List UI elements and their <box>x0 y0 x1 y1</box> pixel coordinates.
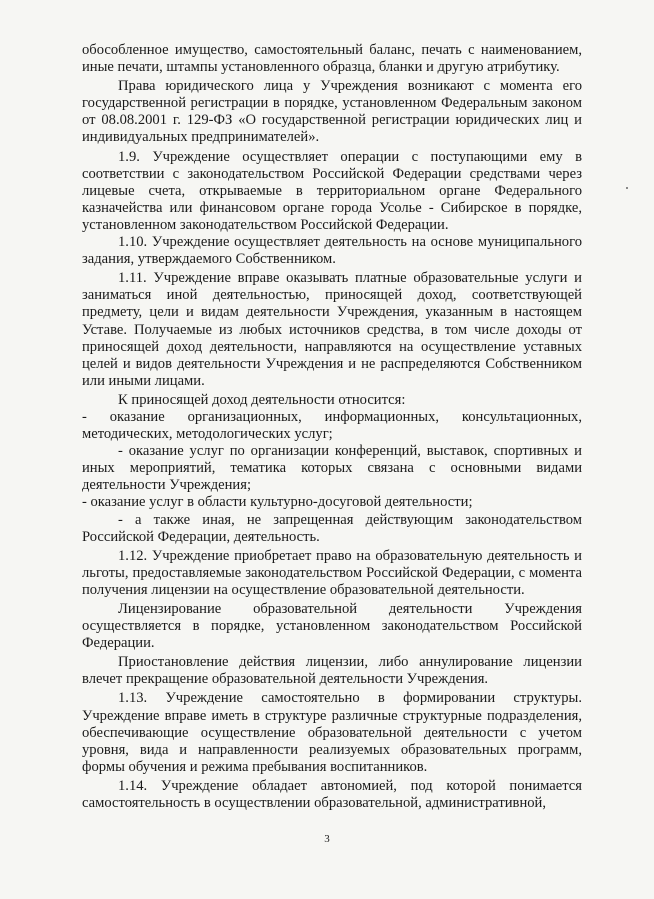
paragraph: обособленное имущество, самостоятельный баланс, печать с наименованием, иные печати, штампы установленного образца, бланки и другую атрибутику. <box>82 42 582 76</box>
paragraph: К приносящей доход деятельности относится: <box>118 391 406 408</box>
paragraph: 1.9. Учреждение осуществляет операции с поступающими ему в соответствии с законодательством Российской Федерации средствами через лицевые счета, открываемые в территориальном органе Федерального казначейства или финансовом органе города Усолье - Сибирское в порядке, установленном законодательством Российской Федерации. <box>82 148 582 233</box>
page-number: 3 <box>324 833 330 845</box>
paragraph: Приостановление действия лицензии, либо аннулирование лицензии влечет прекращение образовательной деятельности Учреждения. <box>82 654 582 688</box>
document-body <box>82 42 582 812</box>
list-item: - а также иная, не запрещенная действующим законодательством Российской Федерации, деятельность. <box>82 511 582 545</box>
paragraph: 1.12. Учреждение приобретает право на образовательную деятельность и льготы, предоставляемые законодательством Российской Федерации, с момента получения лицензии на осуществление образовательной деятельности. <box>82 547 582 598</box>
list-item: - оказание услуг в области культурно-досуговой деятельности; <box>82 494 473 511</box>
paragraph: Права юридического лица у Учреждения возникают с момента его государственной регистрации в порядке, установленном Федеральным законом от 08.08.2001 г. 129-ФЗ «О государственной регистрации юридических лиц и индивидуальных предпринимателей». <box>82 78 582 146</box>
paragraph: 1.14. Учреждение обладает автономией, под которой понимается самостоятельность в осуществлении образовательной, административной, <box>82 777 582 812</box>
list-item: - оказание организационных, информационных, консультационных, методических, методологических услуг; <box>82 408 582 443</box>
scan-speck <box>626 187 628 189</box>
paragraph: Лицензирование образовательной деятельности Учреждения осуществляется в порядке, установленном законодательством Российской Федерации. <box>82 601 582 652</box>
paragraph: 1.10. Учреждение осуществляет деятельность на основе муниципального задания, утверждаемого Собственником. <box>82 234 582 268</box>
paragraph: 1.11. Учреждение вправе оказывать платные образовательные услуги и заниматься иной деятельностью, приносящей доход, соответствующей предмету, цели и видам деятельности Учреждения, указанным в настоящем Уставе. Получаемые из любых источников средства, в том числе доходы от приносящей доход деятельности, направляются на осуществление уставных целей и видов деятельности Учреждения и не распределяются Собственником или иными лицами. <box>82 270 582 389</box>
paragraph: 1.13. Учреждение самостоятельно в формировании структуры. Учреждение вправе иметь в структуре различные структурные подразделения, обеспечивающие осуществление образовательной деятельности с учетом уровня, вида и направленности реализуемых образовательных программ, формы обучения и режима пребывания воспитанников. <box>82 690 582 775</box>
list-item: - оказание услуг по организации конференций, выставок, спортивных и иных мероприятий, тематика которых связана с основными видами деятельности Учреждения; <box>82 443 582 494</box>
